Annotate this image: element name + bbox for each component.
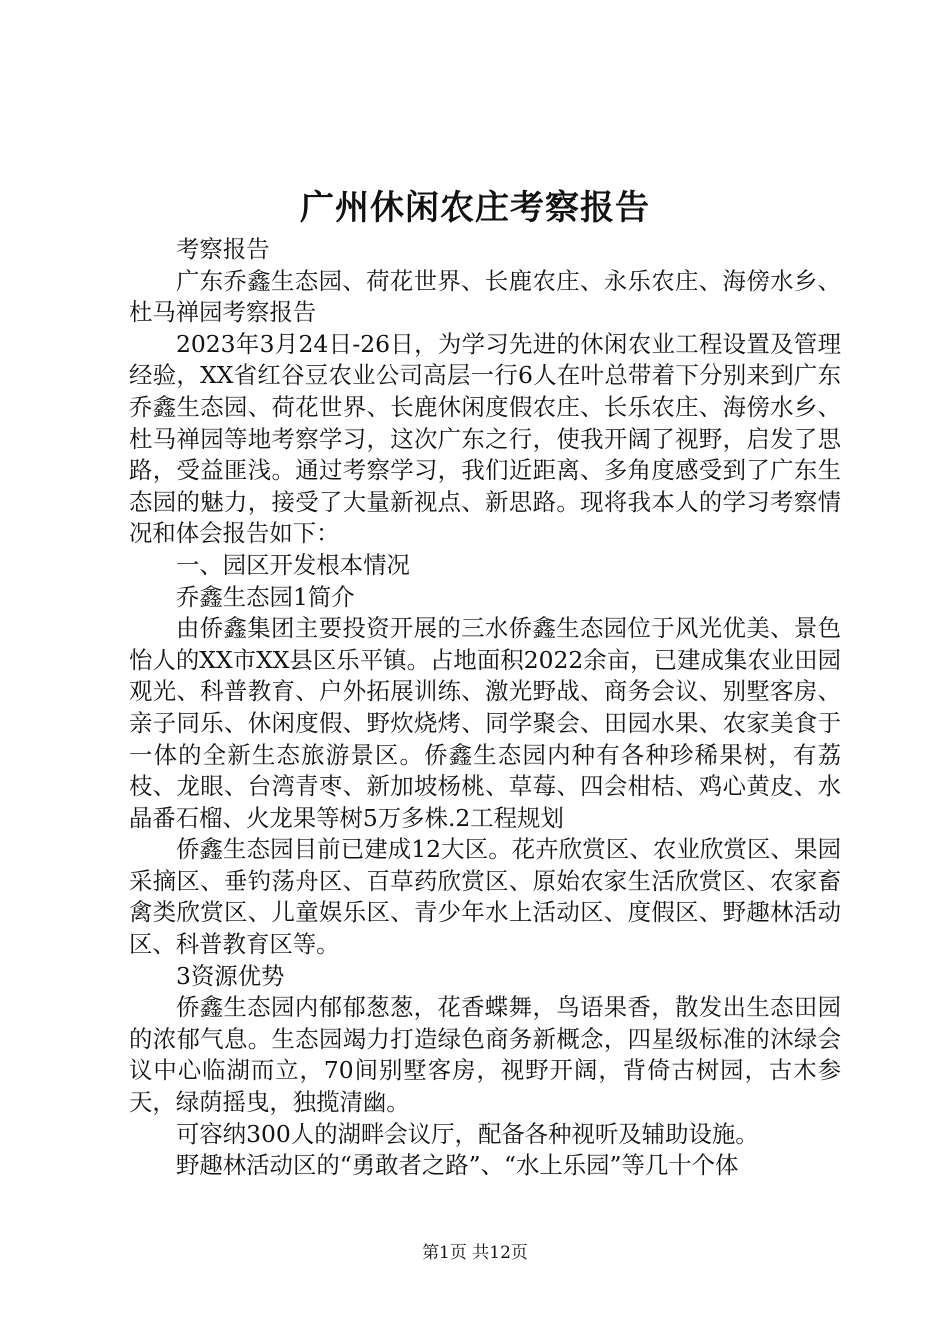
paragraph-report-label: 考察报告 — [176, 235, 270, 263]
paragraph-intro: 2023年3月24日-26日，为学习先进的休闲农业工程设置及管理经验，XX省红谷豆农业公司高层一行6人在叶总带着下分别来到广东乔鑫生态园、荷花世界、长鹿休闲度假农庄、长乐农庄、海傍水乡、杜马禅园等地考察学习，这次广东之行，使我开阔了视野，启发了思路，受益匪浅。通过考察学习，我们近距离、多角度感受到了广东生态园的魅力，接受了大量新视点、新思路。现将我本人的学习考察情况和体会报告如下： — [129, 329, 841, 548]
page-title: 广州休闲农庄考察报告 — [300, 188, 650, 228]
paragraph-activity-area: 野趣林活动区的“勇敢者之路”、“水上乐园”等几十个体 — [176, 1151, 739, 1180]
paragraph-resource-advantages: 侨鑫生态园内郁郁葱葱，花香蝶舞，鸟语果香，散发出生态田园的浓郁气息。生态园竭力打造绿色商务新概念，四星级标准的沐绿会议中心临湖而立，70间别墅客房，视野开阔，背倚古树园，古木参天，绿荫摇曳，独揽清幽。 — [129, 993, 841, 1117]
paragraph-conference-hall: 可容纳300人的湖畔会议厅，配备各种视听及辅助设施。 — [176, 1119, 759, 1148]
section-heading-overview: 一、园区开发根本情况 — [176, 550, 410, 579]
subheading-resource-advantages: 3资源优势 — [176, 961, 285, 990]
paragraph-park-introduction: 由侨鑫集团主要投资开展的三水侨鑫生态园位于风光优美、景色怡人的XX市XX县区乐平镇。占地面积2022余亩，已建成集农业田园观光、科普教育、户外拓展训练、激光野战、商务会议、别墅客房、亲子同乐、休闲度假、野炊烧烤、同学聚会、田园水果、农家美食于一体的全新生态旅游景区。侨鑫生态园内种有各种珍稀果树，有荔枝、龙眼、台湾青枣、新加坡杨桃、草莓、四会柑桔、鸡心黄皮、水晶番石榴、火龙果等树5万多株.2工程规划 — [129, 614, 841, 832]
paragraph-report-subtitle: 广东乔鑫生态园、荷花世界、长鹿农庄、永乐农庄、海傍水乡、杜马禅园考察报告 — [129, 266, 841, 327]
page-footer: 第1页 共12页 — [422, 1243, 528, 1263]
paragraph-project-planning: 侨鑫生态园目前已建成12大区。花卉欣赏区、农业欣赏区、果园采摘区、垂钓荡舟区、百草药欣赏区、原始农家生活欣赏区、农家畜禽类欣赏区、儿童娱乐区、青少年水上活动区、度假区、野趣林活动区、科普教育区等。 — [129, 835, 841, 959]
document-body — [129, 234, 841, 1182]
subheading-introduction: 乔鑫生态园1简介 — [176, 582, 355, 611]
